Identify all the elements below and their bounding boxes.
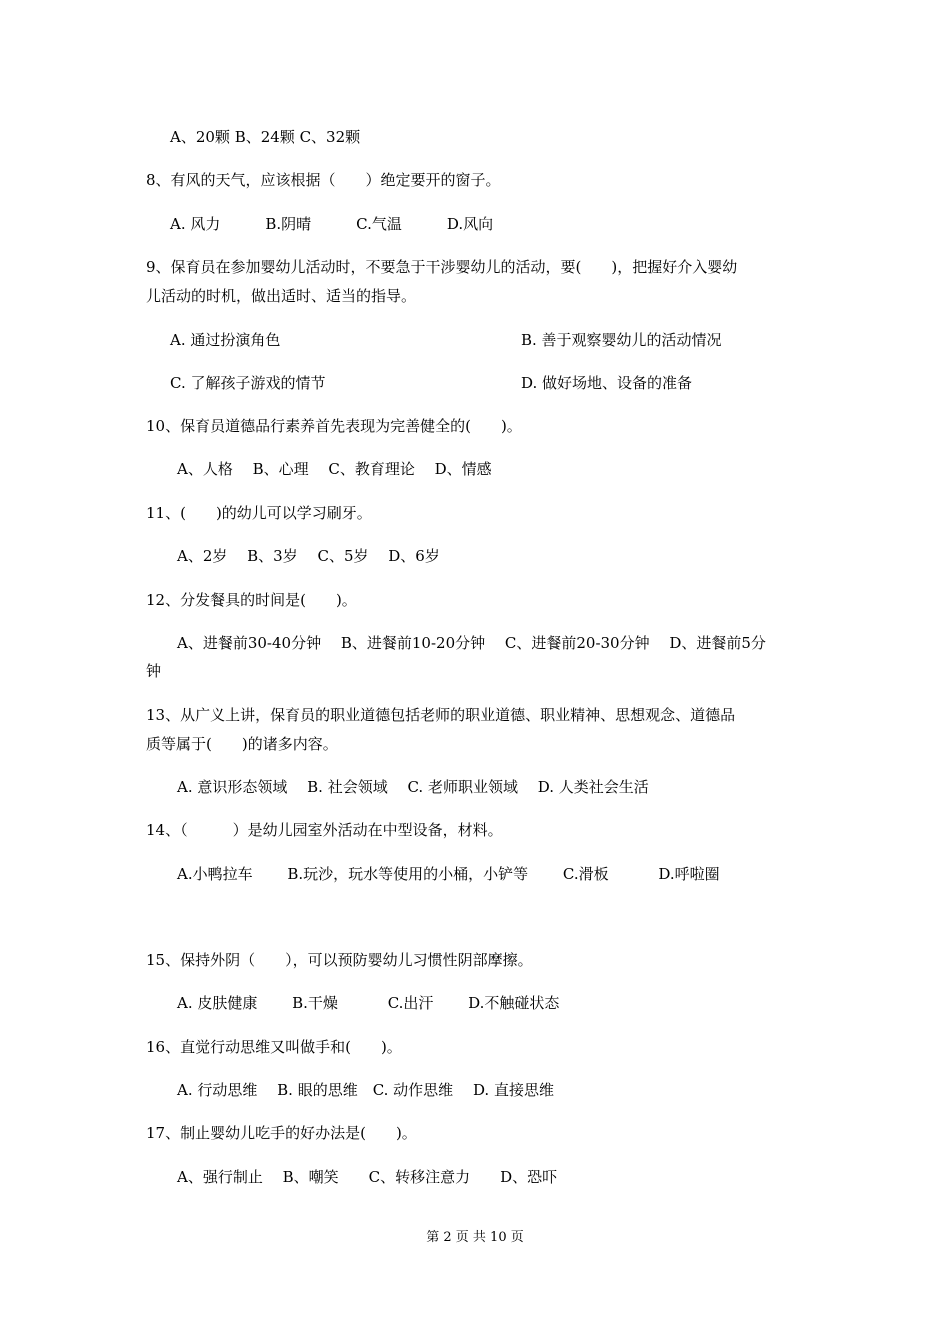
- q11-options: A、2岁 B、3岁 C、5岁 D、6岁: [177, 547, 440, 565]
- q13-options: A. 意识形态领域 B. 社会领域 C. 老师职业领域 D. 人类社会生活: [177, 778, 649, 796]
- q9-text-cont: 儿活动的时机，做出适时、适当的指导。: [146, 287, 417, 305]
- q10-text: 10、保育员道德品行素养首先表现为完善健全的( )。: [146, 417, 522, 435]
- q11-text: 11、( )的幼儿可以学习刷牙。: [146, 504, 372, 522]
- q8-text: 8、有风的天气，应该根据（ ）绝定要开的窗子。: [146, 171, 501, 189]
- q15-options: A. 皮肤健康 B.干燥 C.出汗 D.不触碰状态: [177, 994, 560, 1012]
- q17-options: A、强行制止 B、嘲笑 C、转移注意力 D、恐吓: [177, 1168, 558, 1186]
- q12-options: A、进餐前30-40分钟 B、进餐前10-20分钟 C、进餐前20-30分钟 D、进餐前5分: [177, 634, 766, 652]
- q13-text-cont: 质等属于( )的诸多内容。: [146, 735, 338, 753]
- q12-options-cont: 钟: [146, 662, 162, 680]
- q16-options: A. 行动思维 B. 眼的思维 C. 动作思维 D. 直接思维: [177, 1081, 554, 1099]
- q7-options: A、20颗 B、24颗 C、32颗: [170, 128, 361, 146]
- q12-text: 12、分发餐具的时间是( )。: [146, 591, 357, 609]
- page-footer: 第 2 页 共 10 页: [426, 1230, 524, 1245]
- q9-text: 9、保育员在参加婴幼儿活动时，不要急于干涉婴幼儿的活动，要( )，把握好介入婴幼: [146, 258, 738, 276]
- q10-options: A、人格 B、心理 C、教育理论 D、情感: [177, 460, 492, 478]
- q17-text: 17、制止婴幼儿吃手的好办法是( )。: [146, 1124, 417, 1142]
- q16-text: 16、直觉行动思维又叫做手和( )。: [146, 1038, 402, 1056]
- q8-options: A. 风力 B.阴晴 C.气温 D.风向: [170, 215, 494, 233]
- q9-option-b: B. 善于观察婴幼儿的活动情况: [521, 331, 722, 349]
- q9-option-c: C. 了解孩子游戏的情节: [170, 374, 326, 392]
- q9-option-d: D. 做好场地、设备的准备: [521, 374, 693, 392]
- q13-text: 13、从广义上讲，保育员的职业道德包括老师的职业道德、职业精神、思想观念、道德品: [146, 706, 736, 724]
- q9-option-a: A. 通过扮演角色: [170, 331, 281, 349]
- q14-text: 14、（ ）是幼儿园室外活动在中型设备，材料。: [146, 821, 503, 839]
- q14-options: A.小鸭拉车 B.玩沙，玩水等使用的小桶，小铲等 C.滑板 D.呼啦圈: [177, 865, 720, 883]
- q15-text: 15、保持外阴（ ），可以预防婴幼儿习惯性阴部摩擦。: [146, 951, 533, 969]
